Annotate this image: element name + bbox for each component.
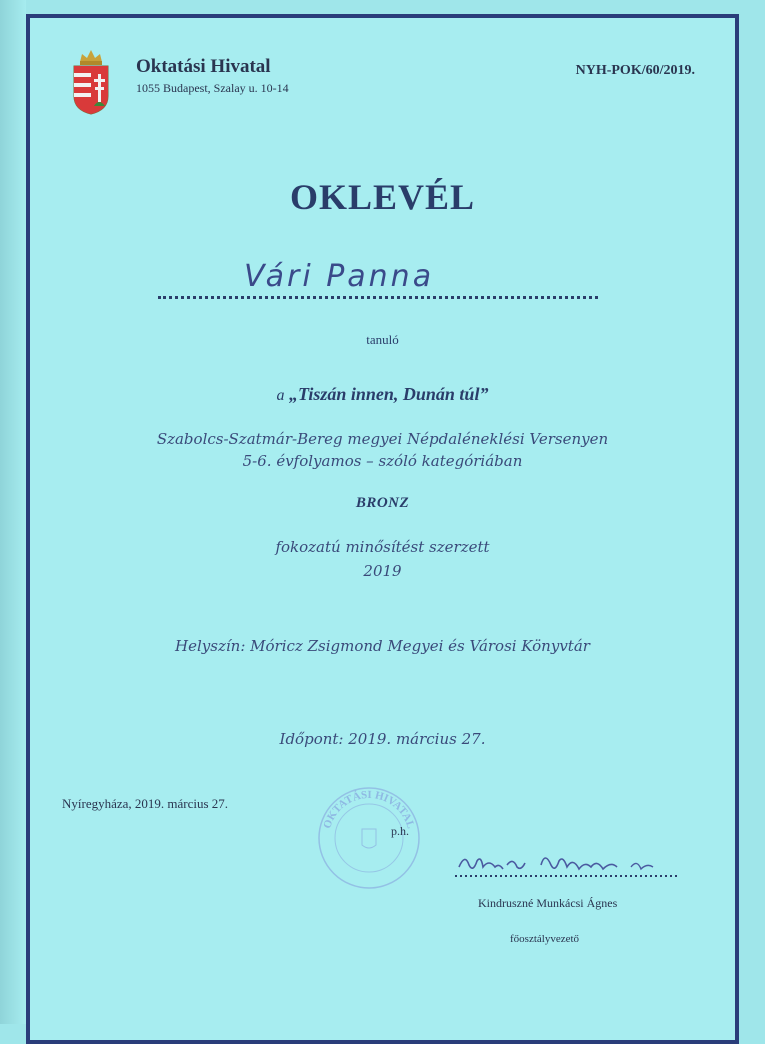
handwritten-signature bbox=[455, 843, 680, 883]
contest-category: 5-6. évfolyamos – szóló kategóriában bbox=[242, 452, 523, 470]
signer-name: Kindruszné Munkácsi Ágnes bbox=[478, 896, 618, 910]
dotted-line bbox=[158, 296, 598, 299]
recipient-role: tanuló bbox=[366, 332, 399, 347]
organization-name: Oktatási Hivatal bbox=[136, 56, 271, 77]
certificate-title: OKLEVÉL bbox=[289, 177, 476, 217]
contest-name: „Tiszán innen, Dunán túl” bbox=[289, 384, 489, 404]
hungarian-coat-of-arms-icon bbox=[72, 48, 110, 116]
event-date: Időpont: 2019. március 27. bbox=[279, 730, 486, 748]
place-and-date: Nyíregyháza, 2019. március 27. bbox=[62, 796, 229, 811]
recipient-name-line bbox=[158, 259, 598, 305]
award-level: BRONZ bbox=[355, 495, 410, 511]
organization-address: 1055 Budapest, Szalay u. 10-14 bbox=[136, 81, 289, 95]
reference-number: NYH-POK/60/2019. bbox=[575, 63, 695, 78]
award-text: fokozatú minősítést szerzett bbox=[275, 538, 490, 556]
recipient-name: Vári Panna bbox=[244, 259, 435, 294]
contest-prefix: a bbox=[276, 387, 285, 404]
paper-edge bbox=[0, 0, 26, 1024]
venue: Helyszín: Móricz Zsigmond Megyei és Városi Könyvtár bbox=[175, 637, 590, 655]
stamp-text: OKTATÁSI HIVATAL bbox=[321, 788, 417, 831]
award-year: 2019 bbox=[363, 562, 402, 580]
contest-description: Szabolcs-Szatmár-Bereg megyei Népdaléneklési Versenyen bbox=[156, 430, 609, 448]
contest-title bbox=[0, 384, 765, 405]
signer-role: főosztályvezető bbox=[510, 933, 580, 945]
stamp-placeholder-label: p.h. bbox=[391, 824, 409, 838]
